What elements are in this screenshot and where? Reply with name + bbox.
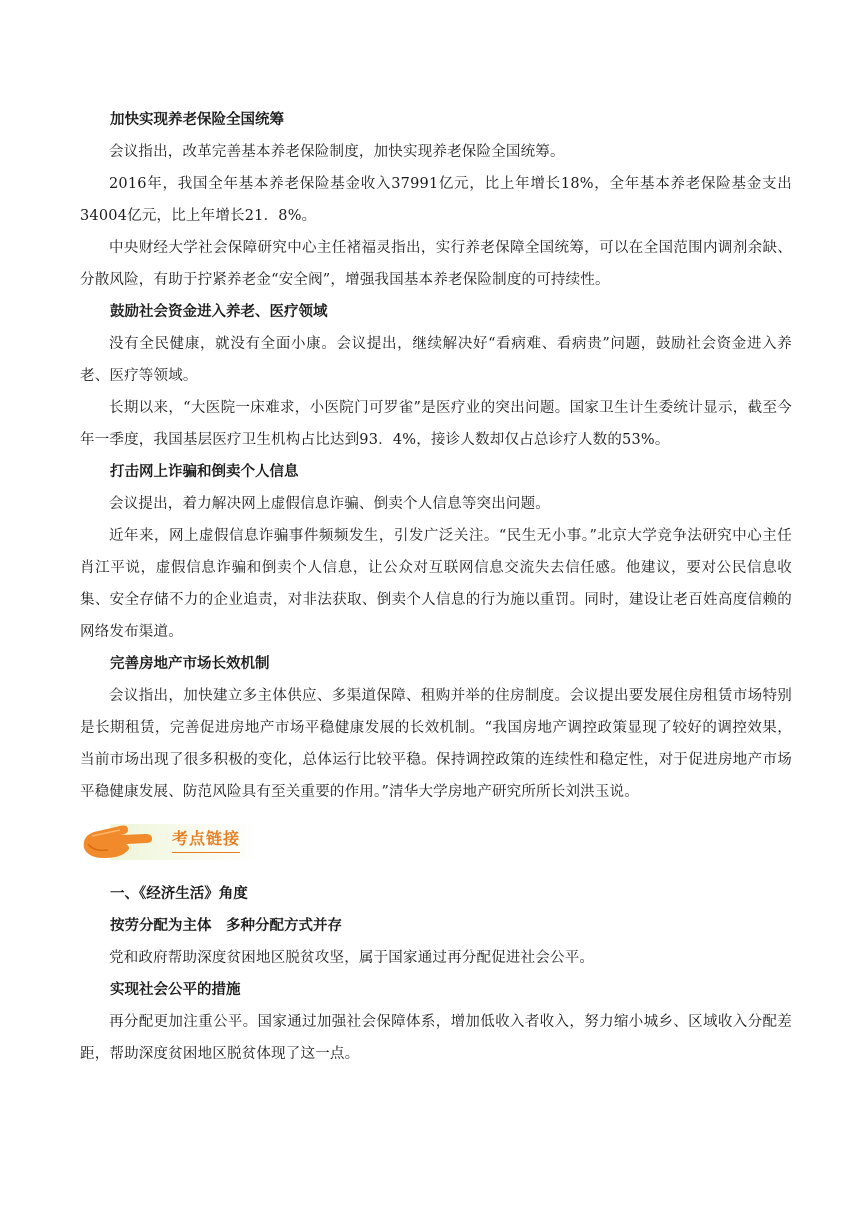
link-section-title: 一、《经济生活》角度 bbox=[110, 886, 248, 902]
paragraph: 会议指出，改革完善基本养老保险制度，加快实现养老保险全国统筹。 bbox=[109, 144, 565, 160]
paragraph: 2016年，我国全年基本养老保险基金收入37991亿元，比上年增长18%，全年基本养老保险基金支出34004亿元，比上年增长21．8%。 bbox=[80, 176, 792, 224]
banner-label: 考点链接 bbox=[172, 826, 240, 849]
section-heading: 加快实现养老保险全国统筹 bbox=[110, 112, 284, 128]
paragraph: 没有全民健康，就没有全面小康。会议提出，继续解决好“看病难、看病贵”问题，鼓励社会资金进入养老、医疗等领域。 bbox=[80, 336, 792, 384]
section-heading: 实现社会公平的措施 bbox=[110, 982, 241, 998]
paragraph: 近年来，网上虚假信息诈骗事件频频发生，引发广泛关注。“民生无小事。”北京大学竞争法研究中心主任肖江平说，虚假信息诈骗和倒卖个人信息，让公众对互联网信息交流失去信任感。他建议，要对公民信息收集、安全存储不力的企业追责，对非法获取、倒卖个人信息的行为施以重罚。同时，建设让老百姓高度信赖的网络发布渠道。 bbox=[80, 528, 792, 640]
paragraph: 会议提出，着力解决网上虚假信息诈骗、倒卖个人信息等突出问题。 bbox=[109, 496, 550, 512]
section-heading: 完善房地产市场长效机制 bbox=[110, 656, 270, 672]
paragraph: 再分配更加注重公平。国家通过加强社会保障体系，增加低收入者收入，努力缩小城乡、区域收入分配差距，帮助深度贫困地区脱贫体现了这一点。 bbox=[80, 1014, 792, 1062]
section-heading: 打击网上诈骗和倒卖个人信息 bbox=[110, 464, 299, 480]
paragraph: 会议指出，加快建立多主体供应、多渠道保障、租购并举的住房制度。会议提出要发展住房租赁市场特别是长期租赁，完善促进房地产市场平稳健康发展的长效机制。“我国房地产调控政策显现了较好的调控效果，当前市场出现了很多积极的变化，总体运行比较平稳。保持调控政策的连续性和稳定性，对于促进房地产市场平稳健康发展、防范风险具有至关重要的作用。”清华大学房地产研究所所长刘洪玉说。 bbox=[80, 688, 792, 800]
paragraph: 党和政府帮助深度贫困地区脱贫攻坚，属于国家通过再分配促进社会公平。 bbox=[109, 950, 595, 966]
document-body bbox=[80, 104, 792, 1070]
paragraph: 中央财经大学社会保障研究中心主任褚福灵指出，实行养老保障全国统筹，可以在全国范围内调剂余缺、分散风险，有助于拧紧养老金“安全阀”，增强我国基本养老保险制度的可持续性。 bbox=[80, 240, 792, 288]
paragraph: 长期以来，“大医院一床难求，小医院门可罗雀”是医疗业的突出问题。国家卫生计生委统计显示，截至今年一季度，我国基层医疗卫生机构占比达到93．4%，接诊人数却仅占总诊疗人数的53%。 bbox=[80, 400, 792, 448]
kaodian-banner bbox=[80, 808, 792, 878]
section-heading: 鼓励社会资金进入养老、医疗领域 bbox=[110, 304, 328, 320]
section-heading: 按劳分配为主体 多种分配方式并存 bbox=[110, 918, 342, 934]
